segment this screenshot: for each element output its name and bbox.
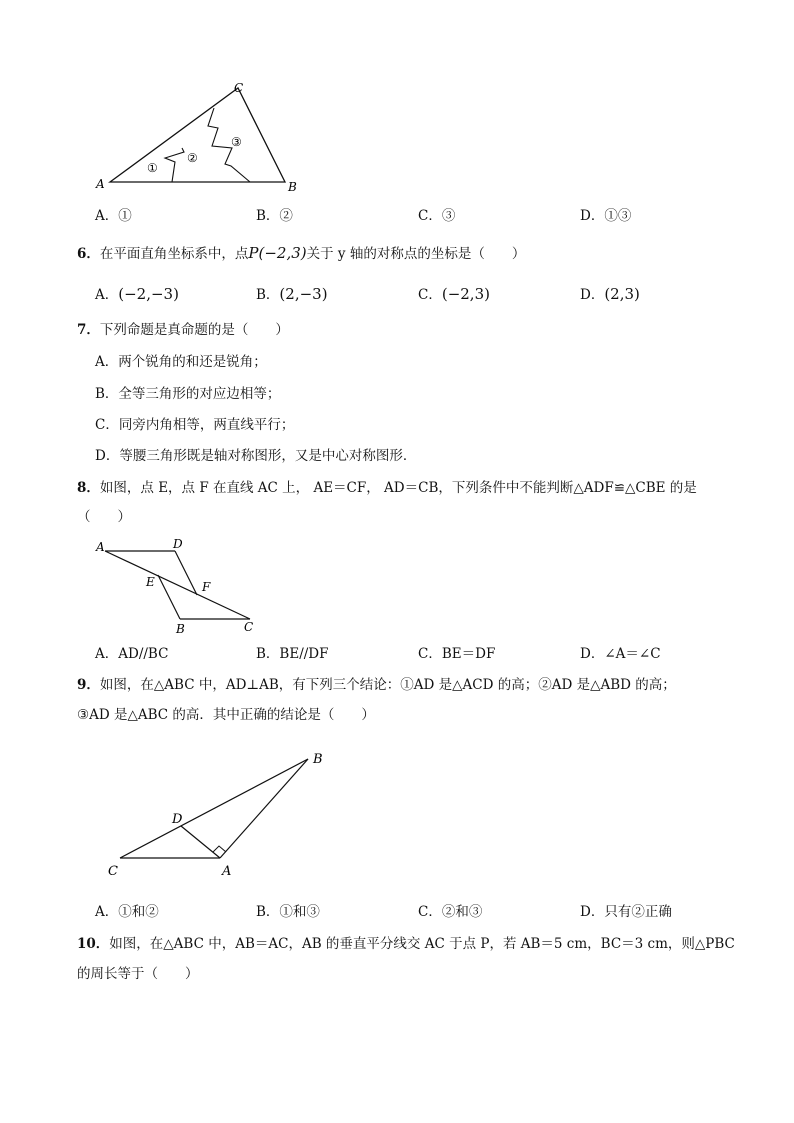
q6-option-d[interactable]: D．(2,3): [580, 285, 640, 303]
q10-stem-line1: 10．如图，在△ABC 中，AB＝AC，AB 的垂直平分线交 AC 于点 P，若 AB＝5 cm，BC＝3 cm，则△PBC: [77, 936, 735, 952]
q7-option-c[interactable]: C．同旁内角相等，两直线平行；: [95, 417, 295, 433]
q9-figure: [100, 745, 340, 885]
q7-option-b[interactable]: B．全等三角形的对应边相等；: [95, 386, 281, 402]
fig5-label-a: A: [96, 177, 105, 191]
q6-option-b[interactable]: B．(2,−3): [256, 285, 328, 303]
fig5-region-3: ③: [231, 135, 242, 149]
q8-option-a[interactable]: A．AD//BC: [95, 646, 169, 662]
fig9-label-d: D: [172, 812, 183, 827]
q6-option-c[interactable]: C．(−2,3): [418, 285, 490, 303]
fig8-label-a: A: [96, 540, 105, 554]
q8-option-c[interactable]: C．BE＝DF: [418, 646, 496, 662]
q5-option-d[interactable]: D．①③: [580, 208, 632, 224]
fig9-label-c: C: [108, 864, 118, 879]
fig8-label-c: C: [244, 620, 254, 634]
q6-point: P(−2,3): [248, 244, 307, 262]
q9-option-b[interactable]: B．①和③: [256, 904, 320, 920]
fig8-label-b: B: [176, 622, 185, 636]
q5-option-a[interactable]: A．①: [95, 208, 132, 224]
fig8-label-e: E: [146, 575, 155, 589]
q7-option-d[interactable]: D．等腰三角形既是轴对称图形，又是中心对称图形．: [95, 448, 417, 464]
q7-stem: 7．下列命题是真命题的是（ ）: [77, 322, 289, 338]
q9-stem-line2: ③AD 是△ABC 的高．其中正确的结论是（ ）: [77, 707, 375, 723]
fig5-region-2: ②: [187, 151, 198, 165]
q8-stem-line1: 8．如图，点 E，点 F 在直线 AC 上， AE＝CF， AD＝CB，下列条件中不能判断△ADF≌△CBE 的是: [77, 480, 697, 496]
q8-option-d[interactable]: D．∠A＝∠C: [580, 646, 661, 662]
q6-option-a[interactable]: A．(−2,−3): [95, 285, 179, 303]
fig5-region-1: ①: [147, 161, 158, 175]
q8-stem-line2: （ ）: [77, 509, 131, 525]
q6-stem: 6．在平面直角坐标系中，点P(−2,3)关于 y 轴的对称点的坐标是（ ）: [77, 244, 526, 262]
q9-option-d[interactable]: D．只有②正确: [580, 904, 672, 920]
fig9-label-a: A: [222, 864, 232, 879]
q7-option-a[interactable]: A．两个锐角的和还是锐角；: [95, 354, 267, 370]
fig8-label-f: F: [202, 580, 211, 594]
q8-figure: [90, 533, 270, 638]
q9-option-c[interactable]: C．②和③: [418, 904, 483, 920]
fig5-label-c: C: [234, 81, 244, 95]
q8-option-b[interactable]: B．BE//DF: [256, 646, 329, 662]
q5-option-c[interactable]: C．③: [418, 208, 456, 224]
q5-option-b[interactable]: B．②: [256, 208, 293, 224]
fig5-label-b: B: [288, 180, 297, 194]
q9-option-a[interactable]: A．①和②: [95, 904, 159, 920]
fig8-label-d: D: [173, 537, 183, 551]
fig9-label-b: B: [313, 752, 323, 767]
q5-figure: [90, 78, 310, 198]
q10-stem-line2: 的周长等于（ ）: [77, 966, 199, 982]
q9-stem-line1: 9．如图，在△ABC 中，AD⊥AB，有下列三个结论：①AD 是△ACD 的高；②AD 是△ABD 的高；: [77, 677, 676, 693]
